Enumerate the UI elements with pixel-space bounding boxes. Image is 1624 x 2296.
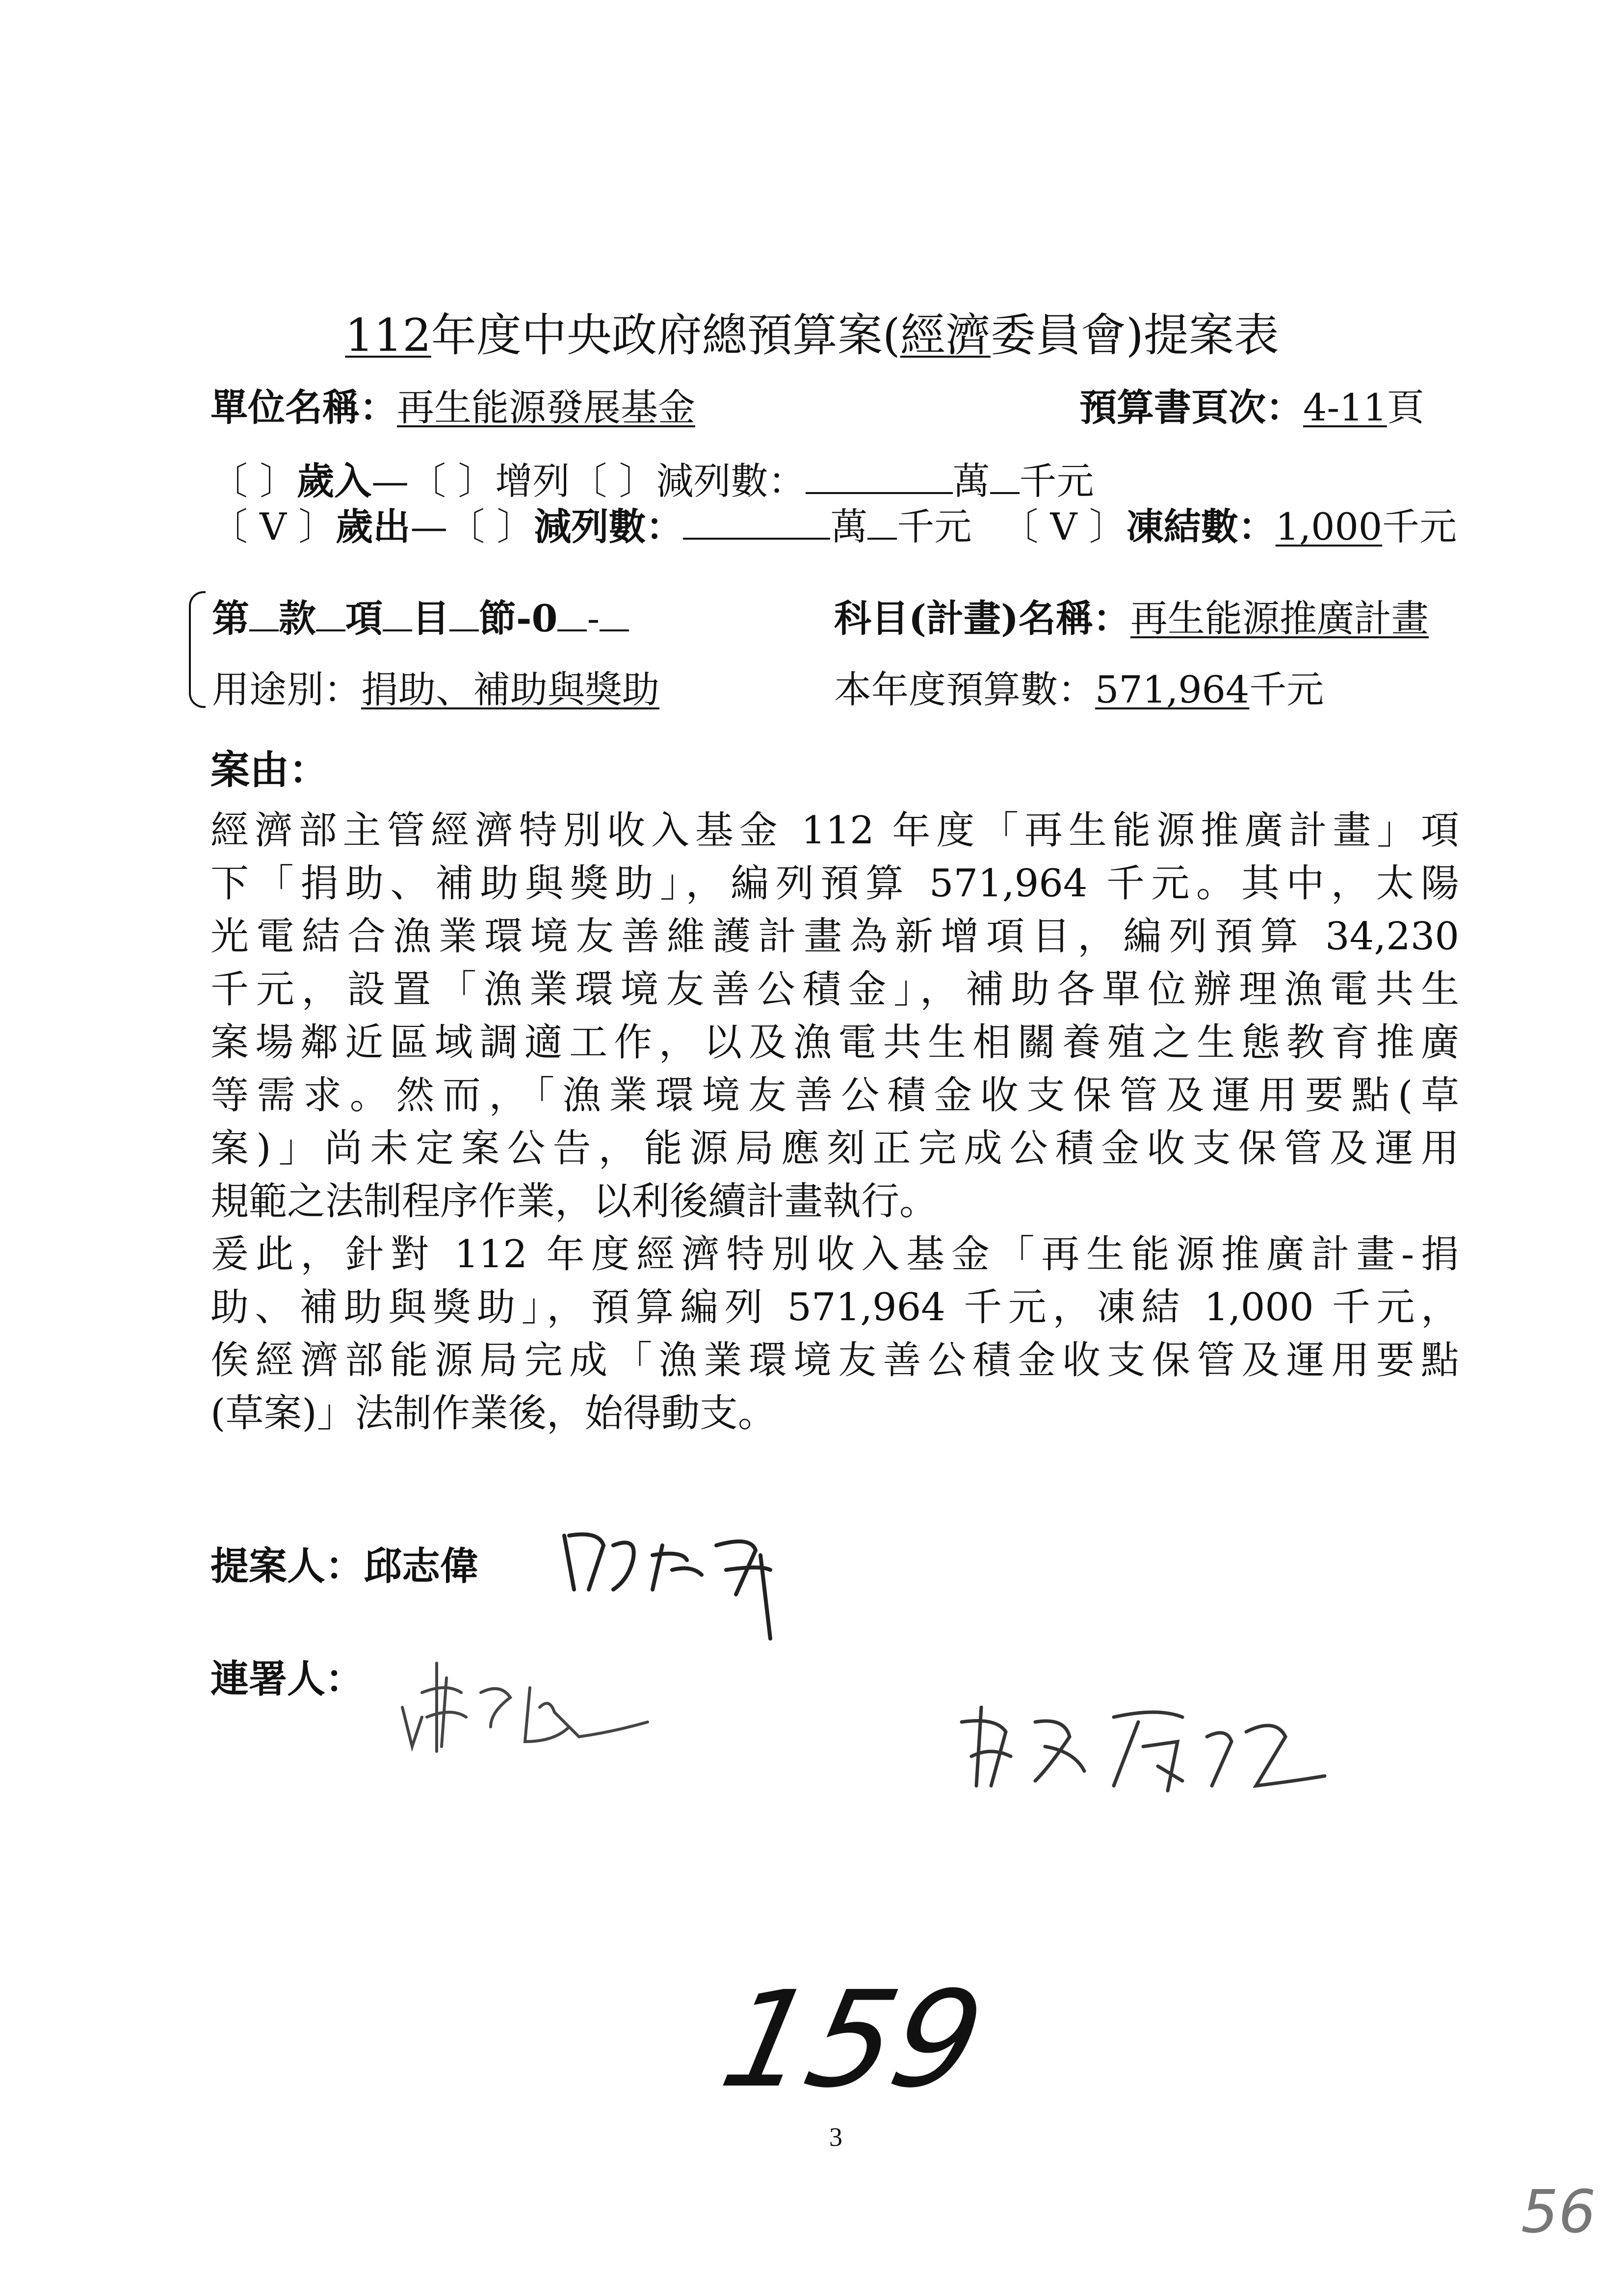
unit-value: 再生能源發展基金	[397, 386, 695, 429]
unit-label: 單位名稱：	[210, 386, 397, 429]
title-committee: 經濟	[900, 309, 991, 362]
subject-name	[834, 589, 1429, 642]
dash: —	[410, 505, 448, 548]
reason-line: 爰此，針對 112 年度經濟特別收入基金「再生能源推廣計畫-捐	[210, 1232, 1459, 1277]
page-title	[0, 299, 1624, 364]
section-di: 第	[212, 597, 249, 640]
blank-field	[557, 595, 587, 631]
usage-label: 用途別：	[212, 668, 361, 711]
section-jie: 節-0	[479, 597, 558, 640]
reason-line: 下「捐助、補助與獎助」，編列預算 571,964 千元。其中，太陽	[210, 861, 1459, 906]
proposer-name: 邱志偉	[364, 1544, 479, 1589]
proposer	[210, 1536, 478, 1591]
section-mu: 目	[412, 597, 449, 640]
revenue-increase: 〔 〕增列	[409, 459, 570, 503]
unit-wan: 萬	[952, 459, 990, 503]
expense-decrease: 減列數：	[534, 505, 683, 548]
blank-field	[806, 458, 953, 494]
expense-line	[210, 497, 1457, 550]
expense-checkbox: 〔 V 〕	[210, 505, 336, 548]
revenue-decrease: 〔 〕減列數：	[570, 459, 806, 503]
blank-field	[867, 503, 897, 540]
blank-field	[600, 595, 629, 631]
page-number: 3	[829, 2122, 842, 2152]
freeze-unit: 千元	[1382, 505, 1457, 548]
unit-qian: 千元	[897, 505, 972, 548]
budget-label: 本年度預算數：	[834, 668, 1095, 711]
cosigner-signature-1	[393, 1648, 667, 1776]
reason-line: 規範之法制程序作業，以利後續計畫執行。	[210, 1179, 938, 1224]
reason-line: 光電結合漁業環境友善維護計畫為新增項目，編列預算 34,230	[210, 914, 1459, 959]
budget-value: 571,964	[1095, 668, 1250, 711]
section-kuan: 款	[279, 597, 316, 640]
dash: -	[587, 597, 600, 640]
page-ref-value: 4-11	[1303, 386, 1387, 429]
freeze-label: 凍結數：	[1126, 505, 1276, 548]
budget-amount	[834, 660, 1324, 713]
budget-page-ref	[1079, 378, 1424, 431]
reason-line: 千元，設置「漁業環境友善公積金」，補助各單位辦理漁電共生	[210, 967, 1459, 1012]
expense-label: 歲出	[336, 505, 411, 548]
section-line	[212, 589, 629, 642]
page-ref-suffix: 頁	[1387, 386, 1424, 429]
handwritten-number: 159	[709, 1962, 995, 2117]
reason-line: 經濟部主管經濟特別收入基金 112 年度「再生能源推廣計畫」項	[210, 809, 1459, 853]
unit-name	[210, 378, 695, 431]
usage-value: 捐助、補助與獎助	[361, 668, 659, 711]
usage-line	[212, 660, 659, 713]
subject-label: 科目(計畫)名稱：	[834, 597, 1130, 640]
reason-line: 案場鄰近區域調適工作，以及漁電共生相關養殖之生態教育推廣	[210, 1020, 1459, 1065]
cosigners-label: 連署人：	[210, 1657, 364, 1701]
corner-number: 56	[1521, 2178, 1596, 2246]
bracket-brace	[189, 591, 206, 708]
revenue-label: 歲入	[297, 459, 372, 503]
unit-qian: 千元	[1019, 459, 1094, 503]
unit-wan: 萬	[830, 505, 868, 548]
title-part2: 委員會)提案表	[990, 309, 1279, 362]
revenue-checkbox: 〔 〕	[210, 459, 297, 503]
dash: —	[371, 459, 409, 503]
reason-line: 俟經濟部能源局完成「漁業環境友善公積金收支保管及運用要點	[210, 1338, 1459, 1383]
page-ref-label: 預算書頁次：	[1079, 386, 1303, 429]
blank-field	[683, 503, 830, 540]
title-year: 112	[345, 309, 431, 362]
blank-field	[249, 595, 279, 631]
blank-field	[316, 595, 345, 631]
reason-line: 等需求。然而，「漁業環境友善公積金收支保管及運用要點(草	[210, 1073, 1459, 1118]
title-part1: 年度中央政府總預算案(	[431, 309, 900, 362]
reason-heading: 案由：	[210, 747, 328, 793]
decrease-checkbox: 〔 〕	[447, 505, 534, 548]
reason-line: 案)」尚未定案公告，能源局應刻正完成公積金收支保管及運用	[210, 1126, 1459, 1171]
freeze-value: 1,000	[1275, 505, 1383, 548]
freeze-checkbox: 〔 V 〕	[1001, 505, 1126, 548]
reason-line: (草案)」法制作業後，始得動支。	[210, 1391, 776, 1435]
subject-value: 再生能源推廣計畫	[1130, 597, 1429, 640]
cosigner-signature-2	[952, 1688, 1344, 1815]
reason-line: 助、補助與獎助」，預算編列 571,964 千元，凍結 1,000 千元，	[210, 1285, 1459, 1330]
blank-field	[383, 595, 412, 631]
blank-field	[449, 595, 479, 631]
budget-unit: 千元	[1249, 668, 1324, 711]
section-xiang: 項	[345, 597, 383, 640]
proposer-label: 提案人：	[210, 1544, 364, 1589]
blank-field	[990, 458, 1020, 494]
